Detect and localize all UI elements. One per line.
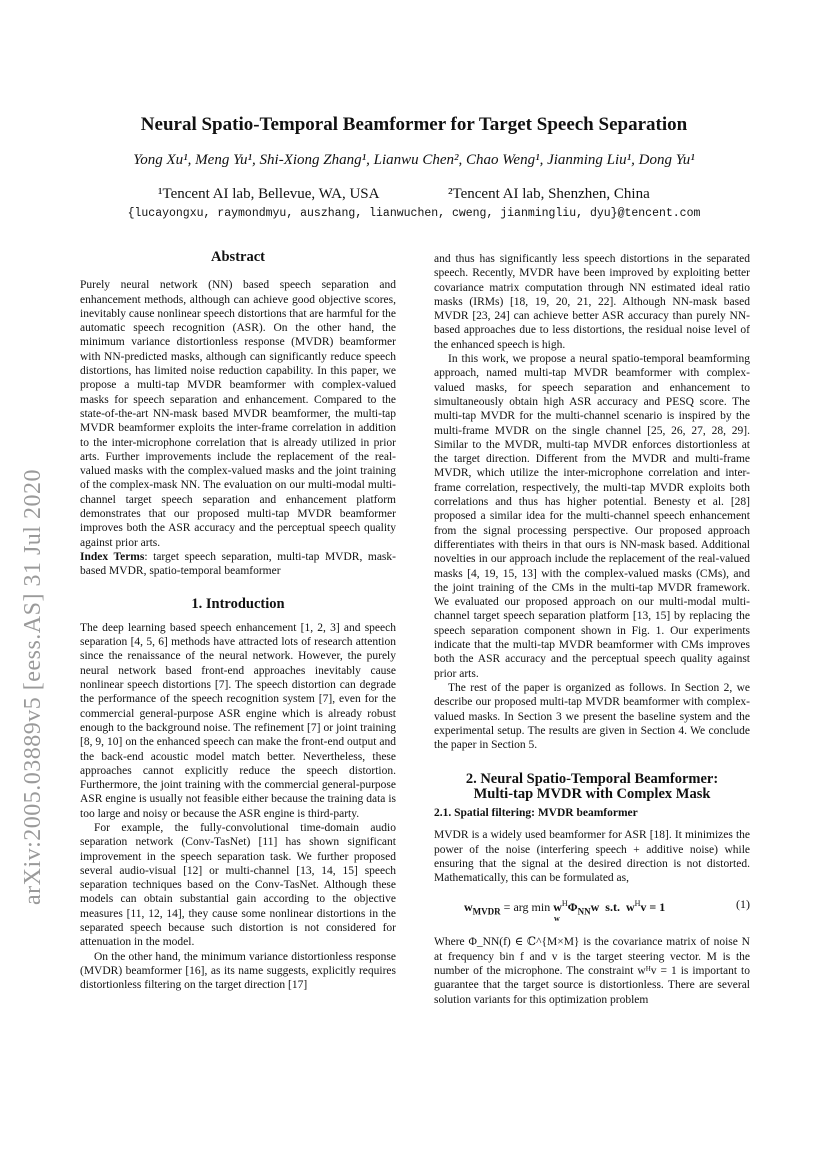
section-2-heading <box>434 772 750 801</box>
affiliation-1: ¹Tencent AI lab, Bellevue, WA, USA <box>158 186 380 202</box>
intro-paragraph-1: The deep learning based speech enhancement [1, 2, 3] and speech separation [4, 5, 6] methods have attracted lots of research attention since the renaissance of the neural network. However, the purely neural network based front-end approaches inevitably cause nonlinear speech distortions [7]. The speech distortion can degrade the performance of the speech recognition system [7], even for the commercial general-purpose ASR engine which is already robust enough to the background noise. The refinement [7] or joint training [8, 9, 10] on the enhanced speech can make the front-end output and the back-end acoustic model match better. Nevertheless, these approaches cannot explicitly reduce the speech distortion. Furthermore, the joint training with the commercial general-purpose ASR engine is usually not feasible either because the training data is too large and noisy or because the ASR engine is third-party. <box>80 621 396 820</box>
intro-paragraph-2: For example, the fully-convolutional time-domain audio separation network (Conv-TasNet) [11] has shown significant improvement in the speech separation task. We further proposed several audio-visual [12] or multi-channel [13, 14, 15] speech separation techniques based on the Conv-TasNet. Although these models can obtain substantial gain according to the objective measures [11, 12, 14], they cause some nonlinear distortions in the separated speech because such distortion is not considered for attenuation in the model. <box>80 821 396 949</box>
equation-1-argmin-subscript: w <box>554 914 560 924</box>
author-emails: {lucayongxu, raymondmyu, auszhang, lianwuchen, cweng, jianmingliu, dyu}@tencent.com <box>127 207 701 220</box>
section-2-heading-line-1: 2. Neural Spatio-Temporal Beamformer: <box>465 771 719 788</box>
intro-paragraph-3: On the other hand, the minimum variance distortionless response (MVDR) beamformer [16], as its name suggests, explicitly requires distortionless filtering on the target direction [17] <box>80 950 396 992</box>
right-column <box>434 252 750 1007</box>
abstract-heading: Abstract <box>211 249 265 265</box>
index-terms <box>80 550 396 579</box>
introduction-heading: 1. Introduction <box>191 595 285 612</box>
section-2-1-paragraph-1: MVDR is a widely used beamformer for ASR [18]. It minimizes the power of the noise (interfering speech + additive noise) while ensuring that the signal at the desired direction is not distorted. Mathematically, this can be formulated as, <box>434 829 750 885</box>
right-paragraph-1: and thus has significantly less speech distortions in the separated speech. Recently, MVDR have been improved by exploiting better covariance matrix computation through NN estimated ideal ratio masks (IRMs) [18, 19, 20, 21, 22]. Although NN-mask based MVDR [23, 24] can achieve better ASR accuracy than purely NN-based approaches due to less distortions, the residual noise level of the enhanced speech is high. <box>434 253 750 351</box>
author-list: Yong Xu¹, Meng Yu¹, Shi-Xiong Zhang¹, Lianwu Chen², Chao Weng¹, Jianming Liu¹, Dong Yu¹ <box>133 152 695 168</box>
right-paragraph-2: In this work, we propose a neural spatio-temporal beamforming approach, named multi-tap MVDR beamformer with complex-valued masks, for speech separation and enhancement to simultaneously obtain high ASR accuracy and PESQ score. The multi-tap MVDR for the multi-channel scenario is inspired by the multi-frame MVDR on the single channel [25, 26, 27, 28, 29]. Similar to the MVDR, multi-tap MVDR enforces distortionless at the target direction. Different from the MVDR and multi-frame MVDR, which utilize the inter-microphone correlation and inter-frame correlation, respectively, the multi-tap MVDR exploits both correlations and thus has higher potential. Benesty et al. [28] proposed a similar idea for the multi-channel speech enhancement from the signal processing perspective. Our proposed approach differentiates with theirs in that ours is NN-mask based. Additional novelties in our approach include the replacement of the real-valued masks [4, 19, 15, 13] with the complex-valued masks (CMs), and the joint training of the CMs in the multi-tap MVDR framework. We evaluated our proposed approach on our multi-modal multi-channel target speech separation platform [13, 15] by replacing the speech separation component shown in Fig. 1. Our experiments indicate that the multi-tap MVDR beamformer with CMs improves both the ASR accuracy and the perceptual speech quality against prior arts. <box>434 353 750 680</box>
equation-1 <box>434 893 750 929</box>
index-terms-label: Index Terms <box>80 550 145 563</box>
section-2-1-heading: 2.1. Spatial filtering: MVDR beamformer <box>434 806 638 819</box>
affiliation-2: ²Tencent AI lab, Shenzhen, China <box>448 186 650 202</box>
paper-title: Neural Spatio-Temporal Beamformer for Target Speech Separation <box>140 114 688 135</box>
equation-1-formula: $w_{MVDR}$ = arg $\min w^H\Phi_{NN}w$ s.t. $w^Hv = 1$ <box>464 899 666 917</box>
index-terms-text: : target speech separation, multi-tap MVDR, mask-based MVDR, spatio-temporal beamformer <box>80 550 396 578</box>
equation-1-number: (1) <box>736 897 750 912</box>
section-2-1-paragraph-2: Where Φ_NN(f) ∈ ℂ^{M×M} is the covariance matrix of noise N at frequency bin f and v is the target steering vector. M is the number of the microphone. The constraint wᴴv = 1 is important to guarantee that the target source is distortionless. There are several solution variants for this optimization problem <box>434 936 750 1006</box>
section-2-heading-line-2: Multi-tap MVDR with Complex Mask <box>473 785 711 802</box>
arxiv-side-stamp: arXiv:2005.03889v5 [eess.AS] 31 Jul 2020 <box>20 469 46 905</box>
left-column <box>80 250 396 993</box>
right-paragraph-3: The rest of the paper is organized as follows. In Section 2, we describe our proposed multi-tap MVDR beamformer with complex-valued masks. In Section 3 we present the baseline system and the experimental setup. The results are given in Section 4. We conclude the paper in Section 5. <box>434 681 750 752</box>
abstract-text: Purely neural network (NN) based speech separation and enhancement methods, although can achieve good objective scores, inevitably cause nonlinear speech distortions that are harmful for the automatic speech recognition (ASR). On the other hand, the minimum variance distortionless response (MVDR) beamformer with NN-predicted masks, although can significantly reduce speech distortions, has limited noise reduction capability. In this paper, we propose a multi-tap MVDR beamformer with complex-valued masks for speech separation and enhancement. Compared to the state-of-the-art NN-mask based MVDR beamformer, the multi-tap MVDR beamformer exploits the inter-frame correlation in addition to the inter-microphone correlation that is already utilized in prior arts. Further improvements include the replacement of the real-valued masks with the complex-valued masks and the joint training of the complex-mask NN. The evaluation on our multi-modal multi-channel target speech separation and enhancement platform demonstrates that our proposed multi-tap MVDR beamformer improves both the ASR accuracy and the perceptual speech quality against prior arts. <box>80 279 396 549</box>
